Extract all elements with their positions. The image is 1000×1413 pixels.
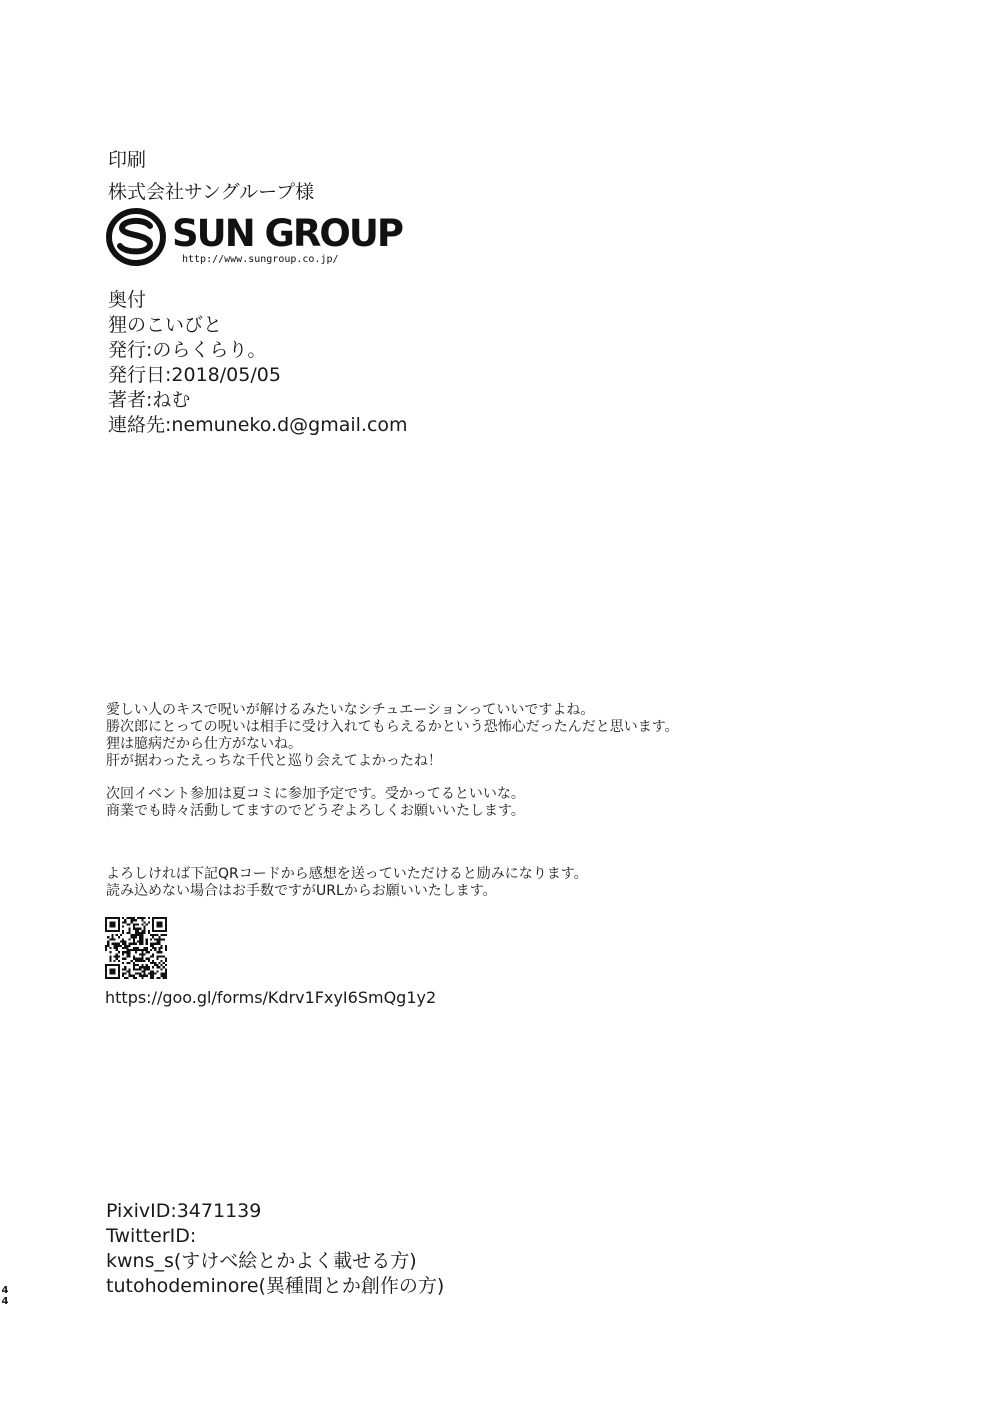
pixiv-id: PixivID:3471139: [106, 1200, 262, 1222]
afterword-line: 次回イベント参加は夏コミに参加予定です。受かってるといいな。: [106, 786, 525, 802]
sun-group-emblem-icon: [106, 208, 170, 270]
colophon-heading: 奥付: [108, 289, 147, 311]
colophon-contact: 連絡先:nemuneko.d@gmail.com: [108, 414, 408, 436]
logo-wordmark: SUN GROUP: [172, 212, 403, 255]
afterword-line: 読み込めない場合はお手数ですがURLからお願いいたします。: [106, 883, 497, 899]
afterword-line: 肝が据わったえっちな千代と巡り会えてよかったね！: [106, 753, 442, 769]
feedback-form-url[interactable]: https://goo.gl/forms/Kdrv1FxyI6SmQg1y2: [105, 988, 437, 1007]
page-number-digit: 4: [1, 1285, 9, 1296]
printing-company: 株式会社サングループ様: [108, 181, 315, 203]
twitter-account-2: tutohodeminore(異種間とか創作の方): [106, 1275, 445, 1297]
afterword-line: 狸は臆病だから仕方がないね。: [106, 736, 302, 752]
printing-heading: 印刷: [108, 149, 147, 171]
colophon-publisher: 発行:のらくらり。: [108, 339, 267, 361]
afterword-line: 愛しい人のキスで呪いが解けるみたいなシチュエーションっていいですよね。: [106, 702, 595, 718]
afterword-line: よろしければ下記QRコードから感想を送っていただけると励みになります。: [106, 866, 588, 882]
page-number: [0, 1285, 10, 1307]
twitter-label: TwitterID:: [106, 1225, 197, 1247]
afterword-line: 勝次郎にとっての呪いは相手に受け入れてもらえるかという恐怖心だったんだと思います。: [106, 719, 679, 735]
colophon-author: 著者:ねむ: [108, 389, 191, 411]
afterword-line: 商業でも時々活動してますのでどうぞよろしくお願いいたします。: [106, 803, 525, 819]
colophon-title: 狸のこいびと: [108, 314, 223, 336]
page-number-digits: [0, 1285, 10, 1307]
logo-url: http://www.sungroup.co.jp/: [182, 254, 339, 265]
twitter-account-1: kwns_s(すけべ絵とかよく載せる方): [106, 1250, 417, 1272]
page-number-digit: 4: [1, 1296, 9, 1307]
sun-group-logo: [106, 208, 406, 270]
qr-code[interactable]: [105, 917, 167, 979]
colophon-date: 発行日:2018/05/05: [108, 364, 281, 386]
